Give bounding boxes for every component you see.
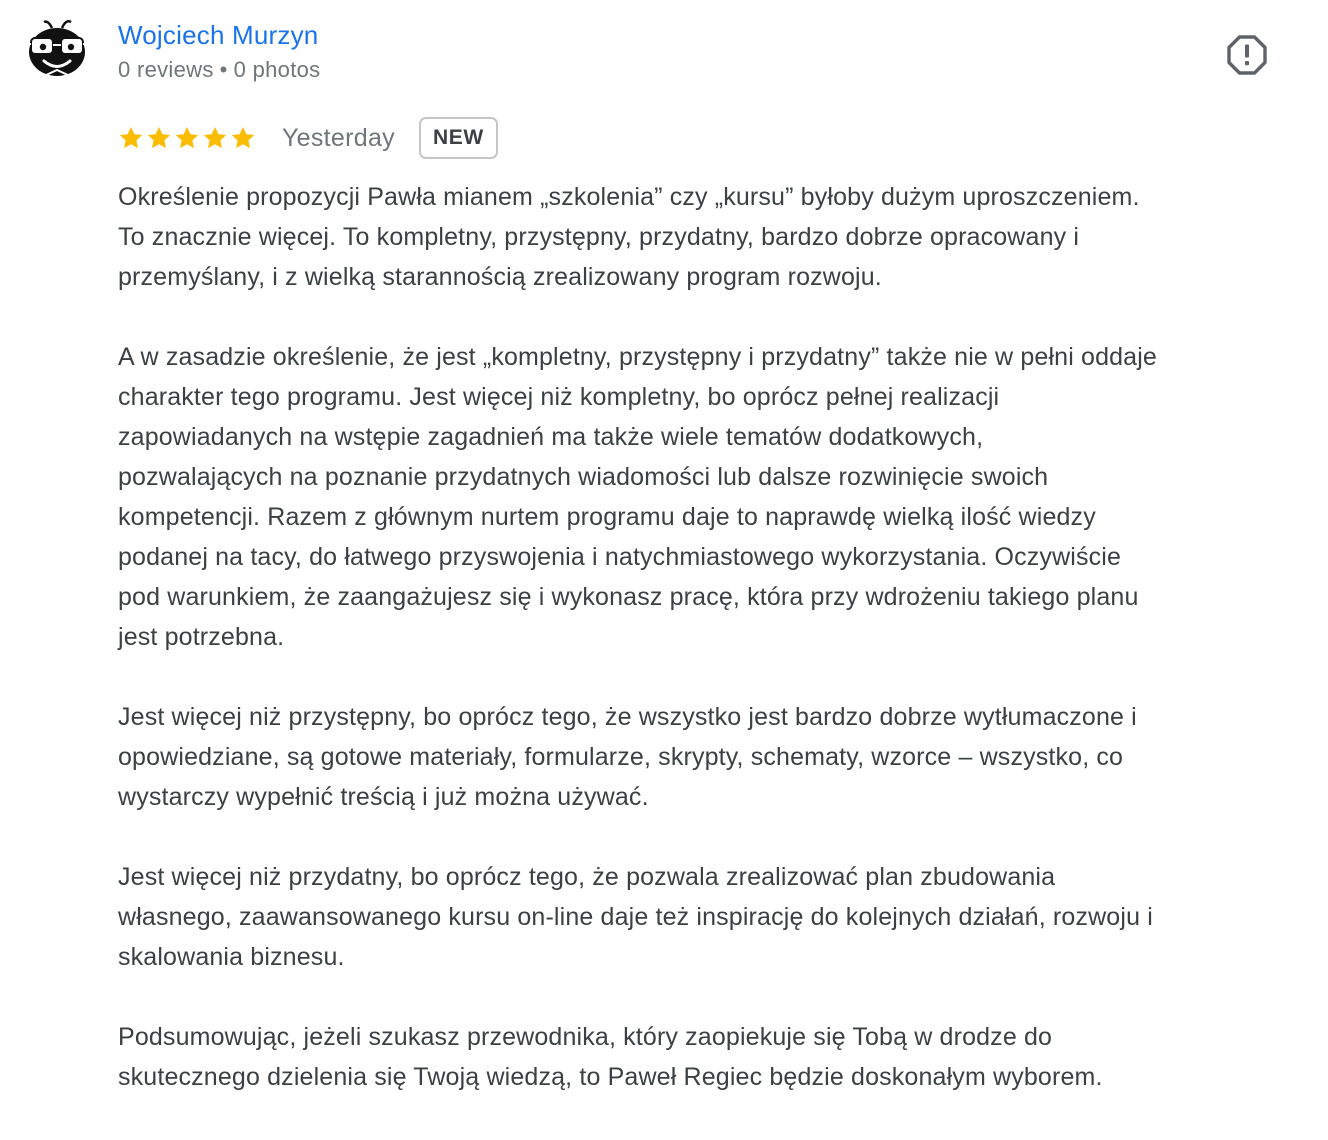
- review-text-line: Jest więcej niż przystępny, bo oprócz tego, że wszystko jest bardzo dobrze wytłumaczone i: [118, 703, 1137, 731]
- review-paragraph: [118, 697, 1318, 817]
- review-paragraph: [118, 177, 1318, 297]
- review-text-line: Podsumowując, jeżeli szukasz przewodnika, który zaopiekuje się Tobą w drodze do: [118, 1023, 1053, 1051]
- review-text-line: skutecznego dzielenia się Twoją wiedzą, to Paweł Regiec będzie doskonałym wyborem.: [118, 1063, 1103, 1091]
- review-paragraph: [118, 1017, 1318, 1097]
- star-icon: [118, 125, 144, 151]
- star-icon: [230, 125, 256, 151]
- reviews-count: 0 reviews: [118, 57, 214, 82]
- new-badge: NEW: [419, 117, 498, 159]
- star-icon: [202, 125, 228, 151]
- review-text-line: wystarczy wypełnić treścią i już można używać.: [118, 783, 649, 811]
- photos-count: 0 photos: [233, 57, 321, 82]
- review-paragraph: [118, 857, 1318, 977]
- review-text-line: przemyślany, i z wielką starannością zrealizowany program rozwoju.: [118, 263, 882, 291]
- review-text-line: Jest więcej niż przydatny, bo oprócz tego, że pozwala zrealizować plan zbudowania: [118, 863, 1056, 891]
- review-text-line: opowiedziane, są gotowe materiały, formularze, skrypty, schematy, wzorce – wszystko, co: [118, 743, 1124, 771]
- review-text-line: własnego, zaawansowanego kursu on-line daje też inspirację do kolejnych działań, rozwoju i: [118, 903, 1153, 931]
- review-text: [118, 177, 1318, 1097]
- review-text-line: A w zasadzie określenie, że jest „kompletny, przystępny i przydatny” także nie w pełni oddaje: [118, 343, 1157, 371]
- review-text-line: zapowiadanych na wstępie zagadnień ma także wiele tematów dodatkowych,: [118, 423, 984, 451]
- avatar[interactable]: [22, 14, 92, 84]
- cartoon-face-avatar-icon: [22, 14, 92, 84]
- author-name-link[interactable]: Wojciech Murzyn: [118, 20, 319, 50]
- review-date: Yesterday: [282, 123, 395, 152]
- report-review-button[interactable]: [1226, 34, 1268, 76]
- report-flag-icon: [1226, 34, 1268, 76]
- review-text-line: podanej na tacy, do łatwego przyswojenia i natychmiastowego wykorzystania. Oczywiście: [118, 543, 1122, 571]
- author-meta: [118, 55, 320, 85]
- review-text-line: kompetencji. Razem z głównym nurtem programu daje to naprawdę wielką ilość wiedzy: [118, 503, 1096, 531]
- review-text-line: pod warunkiem, że zaangażujesz się i wykonasz pracę, która przy wdrożeniu takiego planu: [118, 583, 1139, 611]
- star-icon: [174, 125, 200, 151]
- star-icon: [146, 125, 172, 151]
- rating-row: [118, 114, 498, 162]
- review-text-line: Określenie propozycji Pawła mianem „szkolenia” czy „kursu” byłoby dużym uproszczeniem.: [118, 183, 1140, 211]
- star-rating: [118, 125, 256, 151]
- meta-separator: •: [219, 57, 228, 82]
- review-text-line: To znacznie więcej. To kompletny, przystępny, przydatny, bardzo dobrze opracowany i: [118, 223, 1080, 251]
- review-text-line: pozwalających na poznanie przydatnych wiadomości lub dalsze rozwinięcie swoich: [118, 463, 1049, 491]
- review-text-line: charakter tego programu. Jest więcej niż kompletny, bo oprócz pełnej realizacji: [118, 383, 1000, 411]
- review-paragraph: [118, 337, 1318, 657]
- review-text-line: jest potrzebna.: [118, 623, 285, 651]
- review-text-line: skalowania biznesu.: [118, 943, 345, 971]
